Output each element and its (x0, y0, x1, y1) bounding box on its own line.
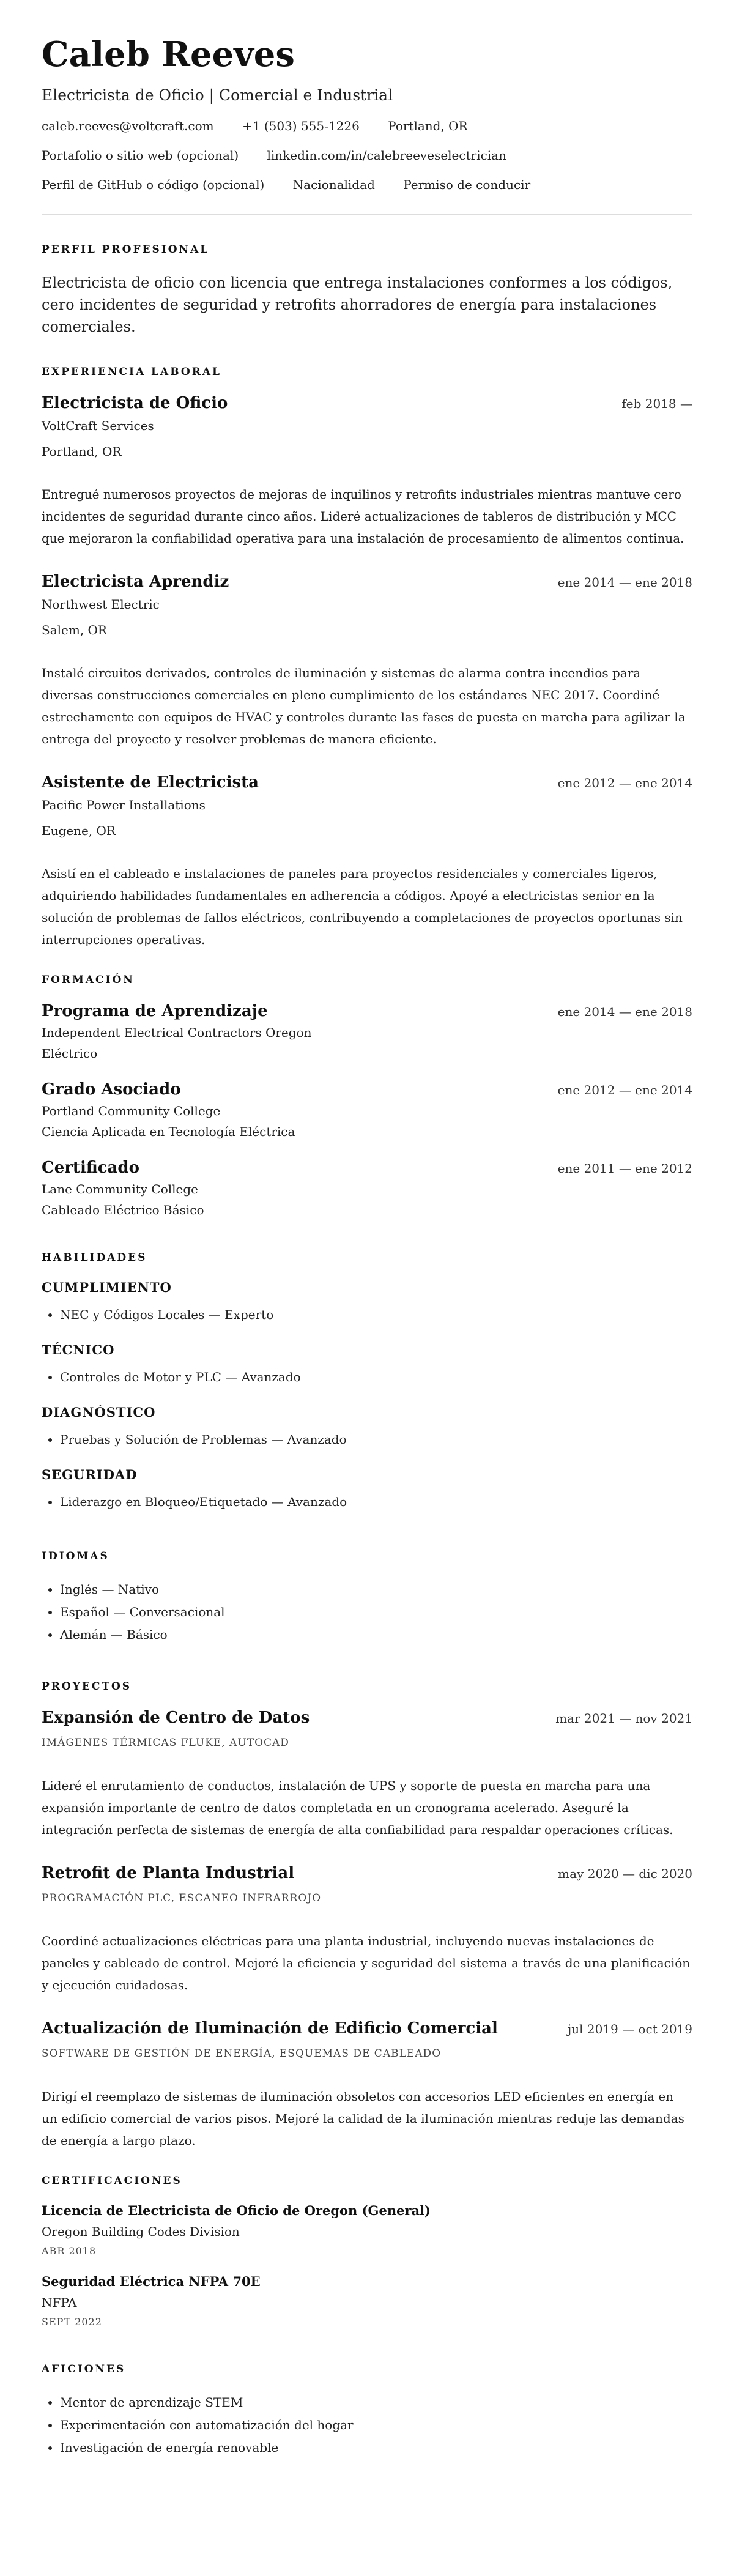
header-divider (42, 214, 692, 215)
project-entry (42, 1709, 692, 1841)
skill-category: DIAGNÓSTICO (42, 1404, 156, 1420)
contact-driving-license: Permiso de conducir (403, 177, 531, 192)
skill-category: TÉCNICO (42, 1342, 115, 1357)
job-dates: ene 2014 — ene 2018 (557, 574, 692, 590)
project-name: Expansión de Centro de Datos (42, 1708, 310, 1727)
experience-title: EXPERIENCIA LABORAL (42, 365, 221, 378)
skills-title: HABILIDADES (42, 1251, 147, 1264)
project-tech: IMÁGENES TÉRMICAS FLUKE, AUTOCAD (42, 1736, 289, 1749)
project-description: Coordiné actualizaciones eléctricas para una planta industrial, incluyendo nuevas instalaciones de paneles y cableado de control. Mejoré la eficiencia y seguridad del sistema a través de una planificación y ejecución cuidadosas. (42, 1933, 691, 1992)
job-company: Northwest Electric (42, 596, 160, 612)
skills-section (42, 1252, 692, 1544)
field-of-study: Cableado Eléctrico Básico (42, 1202, 204, 1217)
skill-item: • NEC y Códigos Locales — Experto (60, 1304, 692, 1326)
contact-row-2 (42, 148, 692, 163)
school-name: Portland Community College (42, 1103, 221, 1118)
project-dates: may 2020 — dic 2020 (558, 1866, 692, 1881)
contact-portfolio[interactable]: Portafolio o sitio web (opcional) (42, 147, 239, 163)
education-entry (42, 1080, 692, 1139)
school-name: Independent Electrical Contractors Oregon (42, 1025, 312, 1040)
summary-title: PERFIL PROFESIONAL (42, 243, 210, 256)
language-item: • Inglés — Nativo (60, 1578, 692, 1601)
skill-group (42, 1405, 692, 1451)
degree-title: Certificado (42, 1158, 139, 1177)
experience-section (42, 366, 692, 951)
skill-category: SEGURIDAD (42, 1466, 138, 1482)
certifications-title: CERTIFICACIONES (42, 2174, 182, 2187)
project-tech: PROGRAMACIÓN PLC, ESCANEO INFRARROJO (42, 1891, 322, 1904)
education-section (42, 974, 692, 1245)
job-location: Portland, OR (42, 444, 122, 459)
project-tech: SOFTWARE DE GESTIÓN DE ENERGÍA, ESQUEMAS DE CABLEADO (42, 2047, 442, 2060)
skill-category: CUMPLIMIENTO (42, 1279, 172, 1295)
hobby-item: • Mentor de aprendizaje STEM (60, 2391, 692, 2414)
contact-email[interactable]: caleb.reeves@voltcraft.com (42, 118, 214, 133)
contact-row-1 (42, 119, 692, 133)
education-entry (42, 1002, 692, 1061)
certification-date: ABR 2018 (42, 2244, 97, 2257)
summary-section (42, 243, 692, 338)
job-location: Eugene, OR (42, 823, 116, 838)
languages-section (42, 1550, 692, 1674)
job-description: Asistí en el cableado e instalaciones de paneles para proyectos residenciales y comerciales ligeros, adquiriendo habilidades fundamentales en adherencia a códigos. Apoyé a electricistas senior en la solución de problemas de fallos eléctricos, contribuyendo a completaciones de proyectos oportunas sin interrupciones operativas. (42, 866, 683, 947)
certification-entry (42, 2203, 692, 2257)
project-entry (42, 2019, 692, 2151)
field-of-study: Ciencia Aplicada en Tecnología Eléctrica (42, 1124, 295, 1139)
job-title: Electricista Aprendiz (42, 572, 229, 591)
certification-date: SEPT 2022 (42, 2315, 102, 2328)
skill-item: • Pruebas y Solución de Problemas — Avanzado (60, 1428, 692, 1451)
resume-header (42, 34, 692, 192)
certification-org: Oregon Building Codes Division (42, 2224, 240, 2239)
skill-item: • Liderazgo en Bloqueo/Etiquetado — Avanzado (60, 1491, 692, 1513)
hobbies-list (42, 2391, 692, 2459)
contact-nationality: Nacionalidad (292, 177, 375, 192)
project-description: Dirigí el reemplazo de sistemas de iluminación obsoletos con accesorios LED eficientes en energía en un edificio comercial de varios pisos. Mejoré la calidad de la iluminación mientras reduje las demandas de energía a largo plazo. (42, 2088, 684, 2148)
field-of-study: Eléctrico (42, 1045, 98, 1061)
hobbies-title: AFICIONES (42, 2363, 126, 2375)
degree-title: Programa de Aprendizaje (42, 1001, 268, 1020)
certification-entry (42, 2274, 692, 2328)
project-dates: jul 2019 — oct 2019 (568, 2021, 692, 2036)
project-name: Retrofit de Planta Industrial (42, 1863, 295, 1882)
job-description: Instalé circuitos derivados, controles de iluminación y sistemas de alarma contra incendios para diversas construcciones comerciales en pleno cumplimiento de los estándares NEC 2017. Coordiné estrechamente con equipos de HVAC y controles durante las fases de puesta en marcha para agilizar la entrega del proyecto y resolver problemas de manera eficiente. (42, 665, 686, 746)
contact-row-3 (42, 177, 692, 192)
project-entry (42, 1864, 692, 1996)
projects-section (42, 1680, 692, 2151)
project-dates: mar 2021 — nov 2021 (555, 1710, 692, 1726)
contact-location: Portland, OR (388, 118, 468, 133)
candidate-name: Caleb Reeves (42, 34, 295, 75)
hobby-item: • Investigación de energía renovable (60, 2437, 692, 2459)
certification-name: Licencia de Electricista de Oficio de Oregon (General) (42, 2202, 431, 2218)
language-item: • Alemán — Básico (60, 1624, 692, 1646)
degree-dates: ene 2011 — ene 2012 (557, 1160, 692, 1176)
skill-item: • Controles de Motor y PLC — Avanzado (60, 1366, 692, 1389)
job-location: Salem, OR (42, 622, 107, 637)
job-title: Electricista de Oficio (42, 393, 228, 412)
hobbies-section (42, 2363, 692, 2459)
job-company: VoltCraft Services (42, 418, 154, 433)
hobby-item: • Experimentación con automatización del hogar (60, 2414, 692, 2437)
education-title: FORMACIÓN (42, 973, 135, 986)
languages-list (42, 1578, 692, 1646)
job-dates: feb 2018 — (621, 396, 692, 411)
skill-group (42, 1467, 692, 1513)
language-item: • Español — Conversacional (60, 1601, 692, 1624)
summary-text: Electricista de oficio con licencia que entrega instalaciones conformes a los códigos, cero incidentes de seguridad y retrofits ahorradores de energía para instalaciones comerciales. (42, 273, 673, 335)
contact-linkedin[interactable]: linkedin.com/in/calebreeveselectrician (267, 147, 506, 163)
projects-title: PROYECTOS (42, 1680, 132, 1693)
project-name: Actualización de Iluminación de Edificio Comercial (42, 2019, 498, 2038)
skill-group (42, 1280, 692, 1326)
experience-entry (42, 394, 692, 549)
skill-group (42, 1342, 692, 1389)
experience-entry (42, 573, 692, 750)
contact-phone[interactable]: +1 (503) 555-1226 (242, 118, 360, 133)
certifications-section (42, 2175, 692, 2357)
degree-title: Grado Asociado (42, 1080, 181, 1099)
certification-org: NFPA (42, 2295, 77, 2310)
certification-name: Seguridad Eléctrica NFPA 70E (42, 2273, 261, 2289)
job-title: Asistente de Electricista (42, 773, 259, 792)
job-dates: ene 2012 — ene 2014 (557, 775, 692, 790)
degree-dates: ene 2014 — ene 2018 (557, 1004, 692, 1019)
contact-github[interactable]: Perfil de GitHub o código (opcional) (42, 177, 265, 192)
languages-title: IDIOMAS (42, 1550, 109, 1562)
candidate-tagline: Electricista de Oficio | Comercial e Industrial (42, 86, 393, 104)
job-company: Pacific Power Installations (42, 797, 206, 812)
education-entry (42, 1159, 692, 1217)
degree-dates: ene 2012 — ene 2014 (557, 1082, 692, 1097)
experience-entry (42, 773, 692, 951)
job-description: Entregué numerosos proyectos de mejoras de inquilinos y retrofits industriales mientras mantuve cero incidentes de seguridad durante cinco años. Lideré actualizaciones de tableros de distribución y MCC que mejoraron la confiabilidad operativa para una instalación de procesamiento de alimentos continua. (42, 486, 684, 546)
school-name: Lane Community College (42, 1181, 199, 1197)
project-description: Lideré el enrutamiento de conductos, instalación de UPS y soporte de puesta en marcha para una expansión importante de centro de datos completada en un cronograma acelerado. Aseguré la integración perfecta de sistemas de energía de alta confiabilidad para respaldar operaciones críticas. (42, 1778, 673, 1837)
